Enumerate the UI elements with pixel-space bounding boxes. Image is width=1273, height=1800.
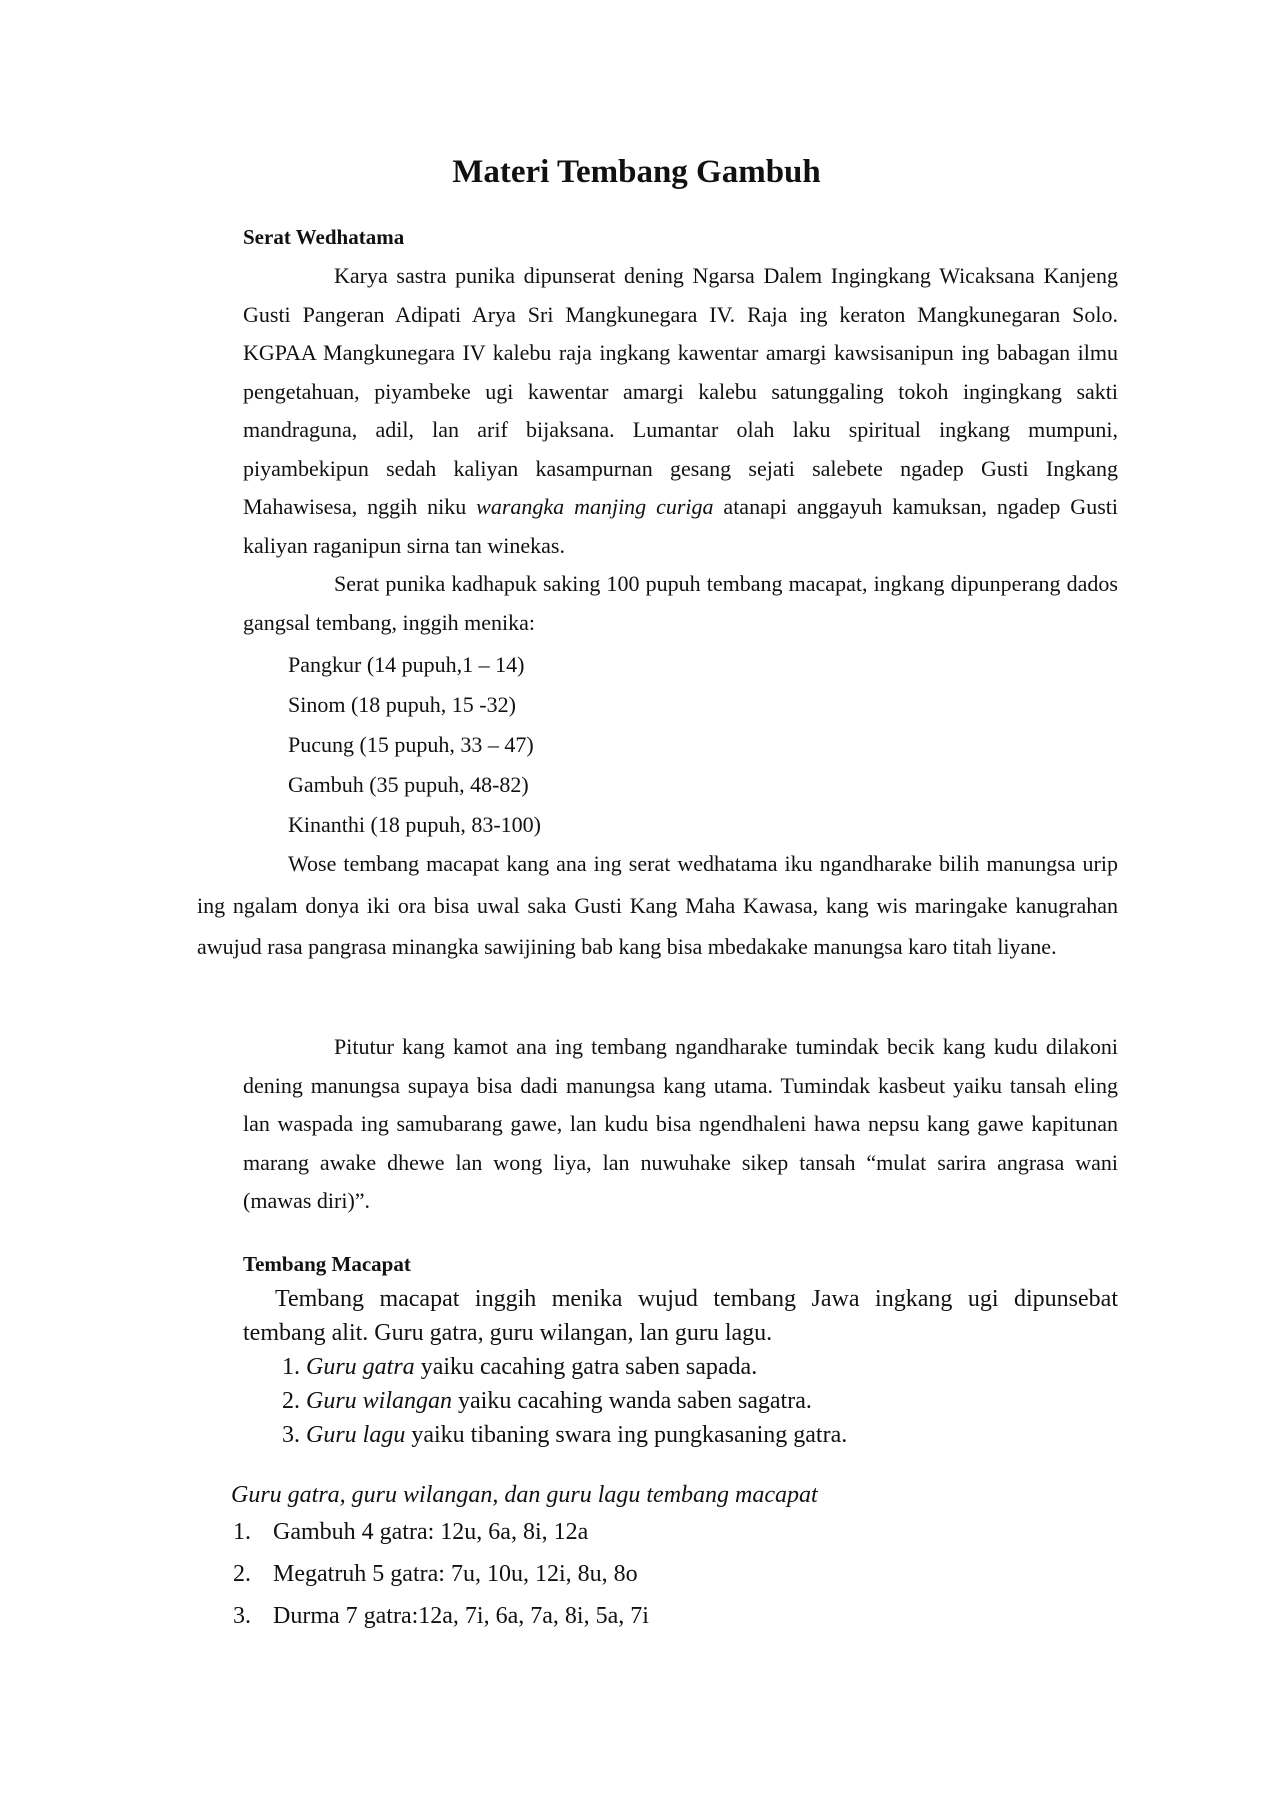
list-item-number: 2. bbox=[282, 1388, 300, 1414]
paragraph-pitutur: Pitutur kang kamot ana ing tembang ngandharake tumindak becik kang kudu dilakoni dening manungsa supaya bisa dadi manungsa kang utama. Tumindak kasbeut yaiku tansah eling lan waspada ing samubarang gawe, lan kudu bisa ngendhaleni hawa nepsu kang gawe kapitunan marang awake dhewe lan wong liya, lan nuwuhake sikep tansah “mulat sarira angrasa wani (mawas diri)”. bbox=[243, 1034, 1118, 1213]
list-item-desc: yaiku cacahing gatra saben sapada. bbox=[414, 1354, 758, 1380]
list-item-term: Guru gatra bbox=[306, 1354, 415, 1380]
list-item bbox=[233, 1595, 649, 1637]
list-item-text: Gambuh 4 gatra: 12u, 6a, 8i, 12a bbox=[273, 1519, 589, 1545]
list-item-number: 1. bbox=[233, 1519, 251, 1545]
section-heading-tembang-macapat: Tembang Macapat bbox=[243, 1252, 411, 1276]
list-item-number: 3. bbox=[233, 1603, 251, 1629]
list-item: Pucung (15 pupuh, 33 – 47) bbox=[288, 732, 534, 757]
examples-caption: Guru gatra, guru wilangan, dan guru lagu tembang macapat bbox=[231, 1482, 818, 1508]
list-item-text: Durma 7 gatra:12a, 7i, 6a, 7a, 8i, 5a, 7i bbox=[273, 1603, 649, 1629]
page-title: Materi Tembang Gambuh bbox=[452, 154, 821, 190]
list-item: Gambuh (35 pupuh, 48-82) bbox=[288, 772, 529, 797]
section-heading-serat-wedhatama: Serat Wedhatama bbox=[243, 225, 405, 249]
list-item: Pangkur (14 pupuh,1 – 14) bbox=[288, 652, 525, 677]
list-item-text: Megatruh 5 gatra: 7u, 10u, 12i, 8u, 8o bbox=[273, 1561, 638, 1587]
list-item bbox=[282, 1350, 847, 1384]
list-item: Sinom (18 pupuh, 15 -32) bbox=[288, 692, 516, 717]
paragraph-intro-text: Karya sastra punika dipunserat dening Ngarsa Dalem Ingingkang Wicaksana Kanjeng Gusti Pangeran Adipati Arya Sri Mangkunegara IV. Raja ing keraton Mangkunegaran Solo. KGPAA Mangkunegara IV kalebu raja ingkang kawentar amargi kawsisanipun ing babagan ilmu pengetahuan, piyambeke ugi kawentar amargi kalebu satunggaling tokoh ingingkang sakti mandraguna, adil, lan arif bijaksana. Lumantar olah laku spiritual ingkang mumpuni, piyambekipun sedah kaliyan kasampurnan gesang sejati salebete ngadep Gusti Ingkang Mahawisesa, nggih niku bbox=[243, 263, 1118, 519]
guru-list bbox=[282, 1350, 847, 1452]
list-item-term: Guru lagu bbox=[306, 1422, 406, 1448]
list-item bbox=[282, 1384, 847, 1418]
list-item-number: 1. bbox=[282, 1354, 300, 1380]
list-item-number: 2. bbox=[233, 1561, 251, 1587]
list-item-desc: yaiku tibaning swara ing pungkasaning gatra. bbox=[405, 1422, 848, 1448]
list-item-desc: yaiku cacahing wanda saben sagatra. bbox=[452, 1388, 812, 1414]
list-item-number: 3. bbox=[282, 1422, 300, 1448]
examples-list bbox=[233, 1511, 649, 1637]
pupuh-list bbox=[288, 645, 541, 845]
list-item bbox=[233, 1553, 649, 1595]
list-item: Kinanthi (18 pupuh, 83-100) bbox=[288, 812, 541, 837]
list-item bbox=[282, 1418, 847, 1452]
list-item bbox=[233, 1511, 649, 1553]
paragraph-wose: Wose tembang macapat kang ana ing serat wedhatama iku ngandharake bilih manungsa urip ing ngalam donya iki ora bisa uwal saka Gusti Kang Maha Kawasa, kang wis maringake kanugrahan awujud rasa pangrasa minangka sawijining bab kang bisa mbedakake manungsa karo titah liyane. bbox=[197, 851, 1118, 959]
paragraph-pupuh-intro: Serat punika kadhapuk saking 100 pupuh tembang macapat, ingkang dipunperang dados gangsal tembang, inggih menika: bbox=[243, 571, 1118, 635]
paragraph-intro-italic: warangka manjing curiga bbox=[476, 494, 714, 519]
paragraph-intro bbox=[243, 257, 1118, 565]
list-item-term: Guru wilangan bbox=[306, 1388, 453, 1414]
paragraph-macapat-intro: Tembang macapat inggih menika wujud tembang Jawa ingkang ugi dipunsebat tembang alit. Guru gatra, guru wilangan, lan guru lagu. bbox=[243, 1286, 1118, 1346]
paragraph-intro-tail: atanapi anggayuh kamuksan, ngadep Gusti kaliyan raganipun sirna tan winekas. bbox=[243, 494, 1118, 558]
